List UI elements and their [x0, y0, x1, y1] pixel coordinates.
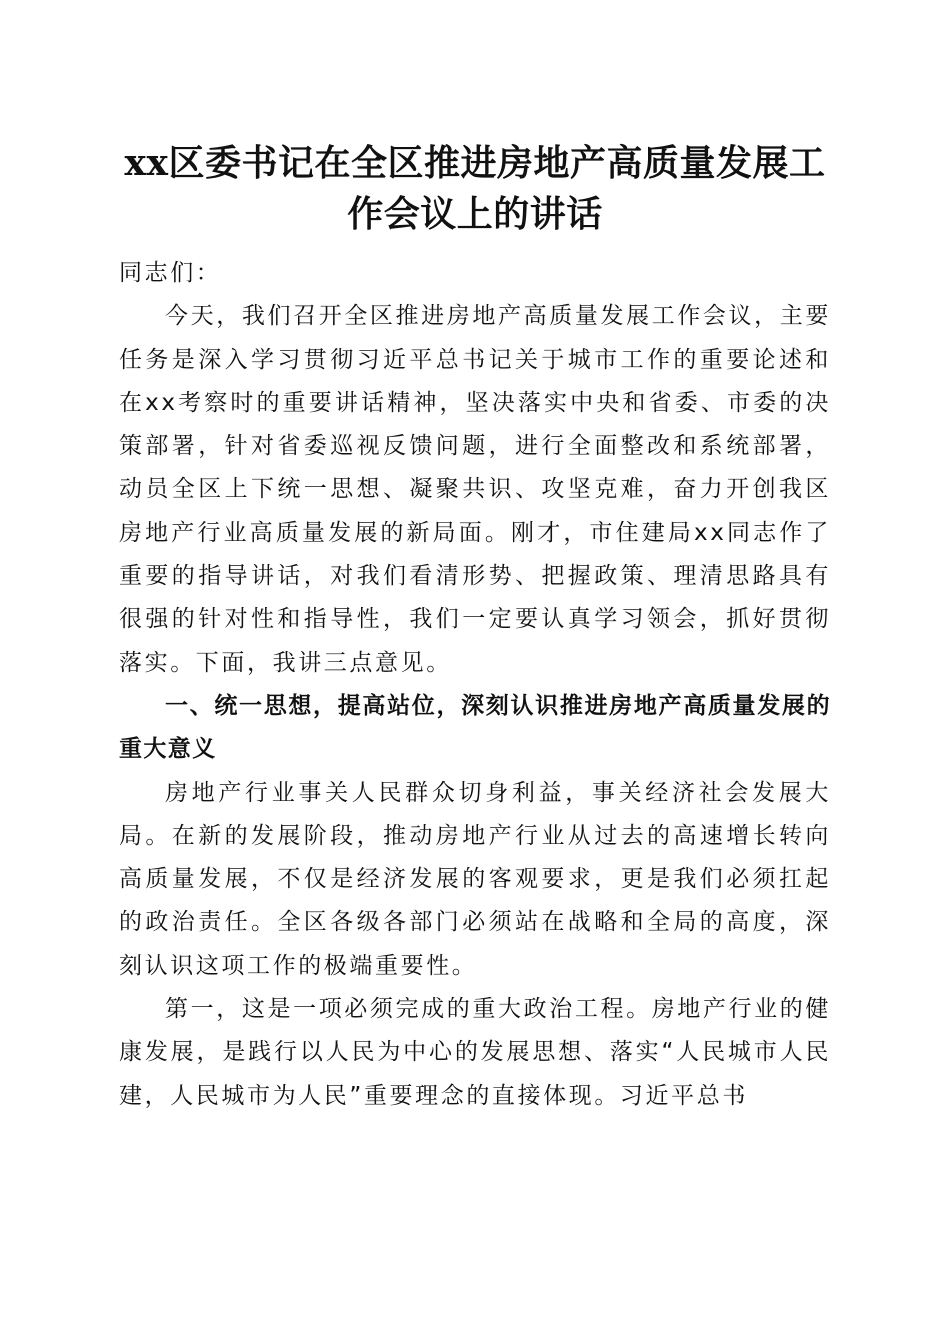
- salutation: 同志们：: [119, 260, 222, 286]
- section-heading-1: 一、统一思想，提高站位，深刻认识推进房地产高质量发展的重大意义: [119, 692, 831, 763]
- opening-paragraph: 今天，我们召开全区推进房地产高质量发展工作会议，主要任务是深入学习贯彻习近平总书记关于城市工作的重要论述和在xx考察时的重要讲话精神，坚决落实中央和省委、市委的决策部署，针对省委巡视反馈问题，进行全面整改和系统部署，动员全区上下统一思想、凝聚共识、攻坚克难，奋力开创我区房地产行业高质量发展的新局面。刚才，市住建局xx同志作了重要的指导讲话，对我们看清形势、把握政策、理清思路具有很强的针对性和指导性，我们一定要认真学习领会，抓好贯彻落实。下面，我讲三点意见。: [119, 303, 831, 676]
- section-1-paragraph: 房地产行业事关人民群众切身利益，事关经济社会发展大局。在新的发展阶段，推动房地产行业从过去的高速增长转向高质量发展，不仅是经济发展的客观要求，更是我们必须扛起的政治责任。全区各级各部门必须站在战略和全局的高度，深刻认识这项工作的极端重要性。: [119, 779, 831, 979]
- document-body: [119, 252, 831, 1118]
- document-title: xx区委书记在全区推进房地产高质量发展工作会议上的讲话: [124, 142, 826, 235]
- point-1-paragraph: 第一，这是一项必须完成的重大政治工程。房地产行业的健康发展，是践行以人民为中心的发展思想、落实“人民城市人民建，人民城市为人民”重要理念的直接体现。习近平总书: [119, 996, 831, 1109]
